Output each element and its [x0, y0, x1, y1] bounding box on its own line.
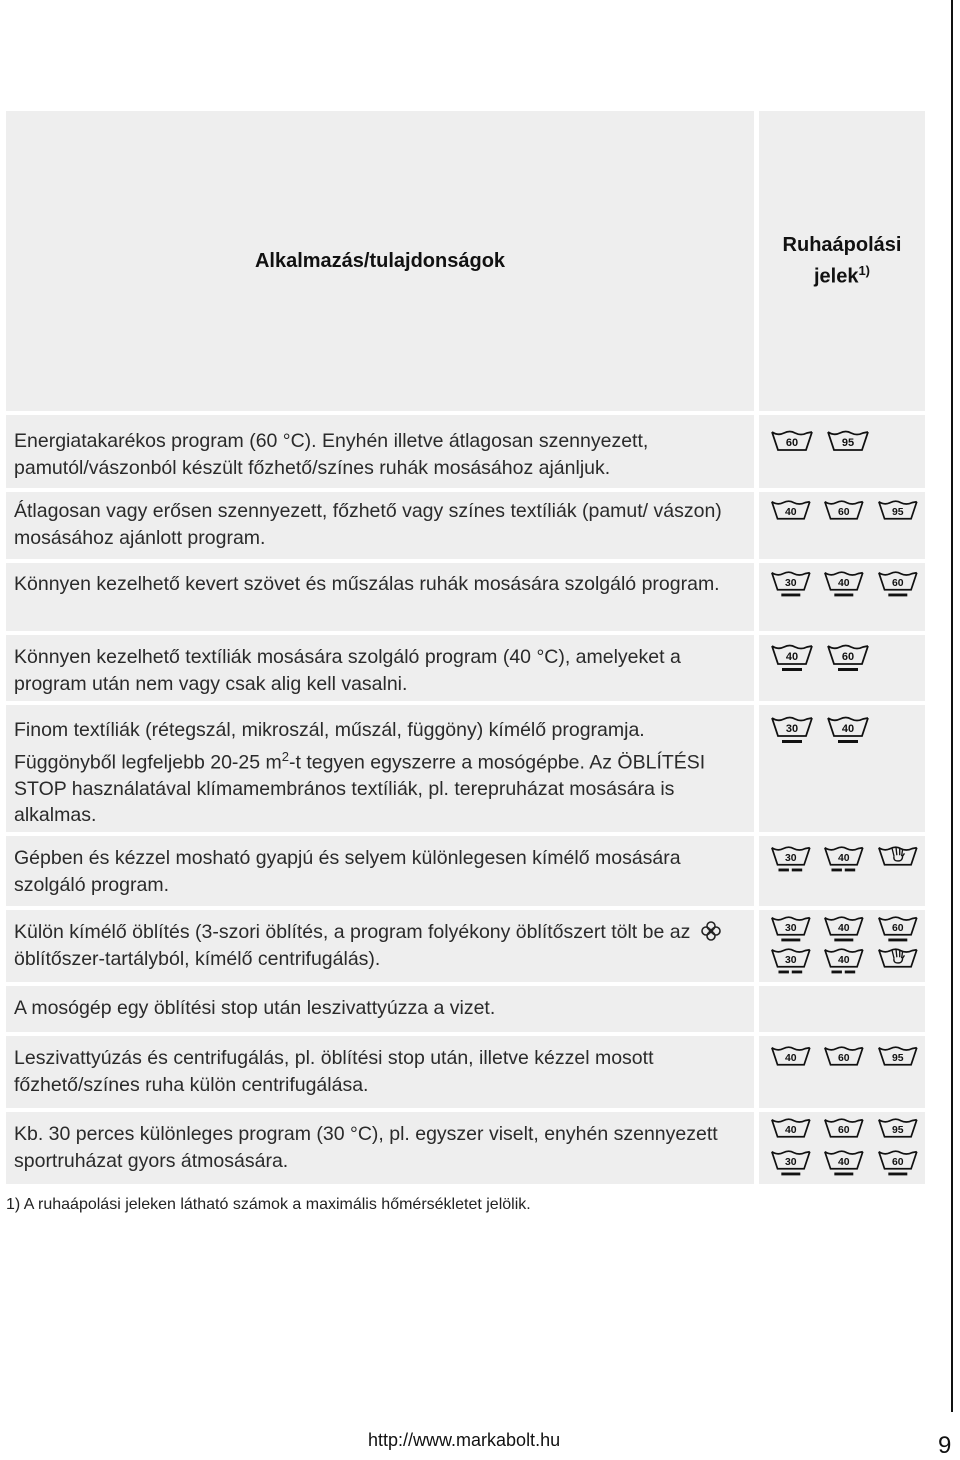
program-row-description [6, 836, 754, 906]
program-description-text: Könnyen kezelhető kevert szövet és műszálas ruhák mosására szolgáló program. [14, 573, 720, 595]
header-application-label: Alkalmazás/tulajdonságok [254, 249, 506, 272]
program-description-text: Leszivattyúzás és centrifugálás, pl. öblítési stop után, illetve kézzel mosott főzhető/színes ruha külön centrifugálása. [14, 1047, 654, 1096]
wash-tub-icon [876, 498, 925, 530]
wash-temperature-label: 40 [838, 922, 850, 934]
program-row-description [6, 705, 754, 832]
wash-tub-icon [769, 844, 818, 876]
care-symbol-row [769, 1148, 925, 1180]
very-gentle-bar-mark [792, 869, 802, 872]
wash-temperature-label: 30 [785, 922, 797, 934]
wash-temperature-label: 60 [841, 651, 855, 663]
program-row-description [6, 415, 754, 488]
program-description-text: Energiatakarékos program (60 °C). Enyhén illetve átlagosan szennyezett, pamutól/vászonból készült főzhető/színes ruhák mosásához ajánljuk. [14, 430, 649, 479]
page-number: 9 [938, 1432, 952, 1459]
wash-tub-icon [876, 1044, 925, 1076]
wash-tub-icon [822, 498, 871, 530]
wash-tub-icon [876, 569, 925, 601]
wash-tub-icon [769, 569, 818, 601]
wash-temperature-label: 40 [785, 506, 797, 518]
flower-icon [700, 920, 722, 942]
program-row-description [6, 910, 754, 982]
gentle-bar-mark [781, 1173, 800, 1176]
program-row-description [6, 563, 754, 631]
gentle-bar-mark [835, 594, 854, 597]
gentle-bar-mark [782, 740, 802, 743]
wash-temperature-label: 60 [891, 922, 904, 934]
wash-temperature-label: 40 [785, 1052, 797, 1064]
program-row-symbols [759, 563, 925, 631]
wash-temperature-label: 95 [891, 506, 904, 518]
wash-tub-icon [769, 946, 818, 978]
care-symbol-row [769, 844, 925, 876]
program-row-description [6, 492, 754, 559]
wash-tub-icon [876, 1148, 925, 1180]
wash-tub-icon [822, 844, 871, 876]
wash-temperature-label: 60 [785, 437, 799, 449]
very-gentle-bar-mark [778, 971, 788, 974]
gentle-bar-mark [838, 668, 858, 671]
wash-tub-icon [769, 1044, 818, 1076]
program-row-symbols [759, 705, 925, 832]
square-meter-exponent: 2 [281, 748, 289, 764]
program-description-text: Átlagosan vagy erősen szennyezett, főzhető vagy színes textíliák (pamut/ vászon) mosásához ajánlott program. [14, 500, 722, 549]
care-symbol-row [769, 429, 925, 461]
wash-tub-icon [822, 1044, 871, 1076]
very-gentle-bar-mark [845, 869, 855, 872]
program-row-description [6, 1036, 754, 1108]
wash-tub-icon [876, 914, 925, 946]
wash-temperature-label: 30 [785, 577, 797, 589]
care-symbol-row [769, 946, 925, 978]
wash-temperature-label: 30 [785, 852, 797, 864]
program-description-text: Kb. 30 perces különleges program (30 °C), pl. egyszer viselt, enyhén szennyezett sportruházat gyors átmosására. [14, 1123, 718, 1172]
very-gentle-bar-mark [832, 971, 842, 974]
care-symbol-row [769, 1044, 925, 1076]
wash-temperature-label: 30 [785, 1156, 797, 1168]
wash-tub-icon [876, 1116, 925, 1148]
program-row-description [6, 1112, 754, 1184]
wash-temperature-label: 60 [838, 1124, 850, 1136]
wash-temperature-label: 40 [838, 954, 850, 966]
wash-tub-icon [769, 1116, 818, 1148]
care-symbol-row [769, 643, 925, 675]
wash-tub-icon [822, 946, 871, 978]
footer-url: http://www.markabolt.hu [368, 1430, 561, 1450]
wash-temperature-label: 40 [785, 1124, 797, 1136]
gentle-bar-mark [888, 1173, 907, 1176]
wash-tub-icon [825, 715, 877, 747]
wash-temperature-label: 30 [785, 723, 799, 735]
program-row-symbols [759, 986, 925, 1032]
wash-tub-icon [769, 1148, 818, 1180]
header-application [6, 111, 754, 411]
page-edge-rule [951, 0, 953, 1412]
wash-tub-icon [769, 643, 821, 675]
footnote: 1) A ruhaápolási jeleken látható számok a maximális hőmérsékletet jelölik. [6, 1196, 531, 1213]
care-symbol-row [769, 715, 925, 747]
program-description-text: Külön kímélő öblítés (3-szori öblítés, a program folyékony öblítőszert tölt be az [14, 921, 691, 943]
wash-tub-icon [822, 1116, 871, 1148]
wash-temperature-label: 60 [891, 1156, 904, 1168]
program-row-symbols [759, 1112, 925, 1184]
program-row-description [6, 986, 754, 1032]
header-care-footnote-ref: 1) [858, 263, 871, 279]
wash-tub-icon [825, 429, 877, 461]
gentle-bar-mark [888, 939, 907, 942]
wash-temperature-label: 60 [891, 577, 904, 589]
program-row-description [6, 635, 754, 701]
care-symbol-row [769, 498, 925, 530]
wash-temperature-label: 95 [891, 1124, 904, 1136]
wash-temperature-label: 40 [841, 723, 855, 735]
program-row-symbols [759, 635, 925, 701]
wash-temperature-label: 60 [838, 506, 850, 518]
gentle-bar-mark [781, 939, 800, 942]
header-care-symbols [759, 111, 925, 411]
hand-wash-icon [876, 844, 925, 876]
program-row-symbols [759, 415, 925, 488]
wash-temperature-label: 40 [838, 852, 850, 864]
program-row-symbols [759, 492, 925, 559]
program-description-text: Finom textíliák (rétegszál, mikroszál, műszál, függöny) kímélő programja. Függönyből legfeljebb 20-25 m [14, 719, 645, 773]
wash-temperature-label: 30 [785, 954, 797, 966]
care-symbol-row [769, 569, 925, 601]
wash-temperature-label: 40 [838, 1156, 850, 1168]
wash-tub-icon [769, 914, 818, 946]
program-row-symbols [759, 836, 925, 906]
care-symbol-row [769, 914, 925, 946]
program-row-symbols [759, 1036, 925, 1108]
wash-temperature-label: 40 [785, 651, 799, 663]
gentle-bar-mark [838, 740, 858, 743]
header-care-line1: Ruhaápolási [782, 234, 902, 257]
program-row-symbols [759, 910, 925, 982]
wash-tub-icon [769, 429, 821, 461]
wash-tub-icon [769, 498, 818, 530]
gentle-bar-mark [781, 594, 800, 597]
wash-tub-icon [822, 914, 871, 946]
very-gentle-bar-mark [778, 869, 788, 872]
hand-wash-icon [876, 946, 925, 978]
wash-tub-icon [769, 715, 821, 747]
program-description-text-continued: öblítőszer-tartályból, kímélő centrifugálás). [14, 947, 381, 970]
wash-temperature-label: 40 [838, 577, 850, 589]
gentle-bar-mark [888, 594, 907, 597]
gentle-bar-mark [835, 1173, 854, 1176]
program-description-text-continued: -t tegyen egyszerre a mosógépbe. Az ÖBLÍTÉSI STOP használatával klímamembrános textíliák, pl. terepruházat mosására is alkalmas. [14, 751, 706, 826]
program-description-text: A mosógép egy öblítési stop után leszivattyúzza a vizet. [14, 997, 496, 1019]
wash-tub-icon [825, 643, 877, 675]
very-gentle-bar-mark [832, 869, 842, 872]
wash-tub-icon [822, 569, 871, 601]
wash-temperature-label: 95 [841, 437, 855, 449]
gentle-bar-mark [782, 668, 802, 671]
gentle-bar-mark [835, 939, 854, 942]
header-care-line2: jelek [813, 265, 859, 288]
program-description-text: Gépben és kézzel mosható gyapjú és selyem különlegesen kímélő mosására szolgáló program. [14, 847, 681, 896]
wash-temperature-label: 95 [891, 1052, 904, 1064]
wash-tub-icon [822, 1148, 871, 1180]
very-gentle-bar-mark [792, 971, 802, 974]
program-description-text: Könnyen kezelhető textíliák mosására szolgáló program (40 °C), amelyeket a program után nem vagy csak alig kell vasalni. [14, 646, 681, 695]
wash-temperature-label: 60 [838, 1052, 850, 1064]
very-gentle-bar-mark [845, 971, 855, 974]
care-symbol-row [769, 1116, 925, 1148]
